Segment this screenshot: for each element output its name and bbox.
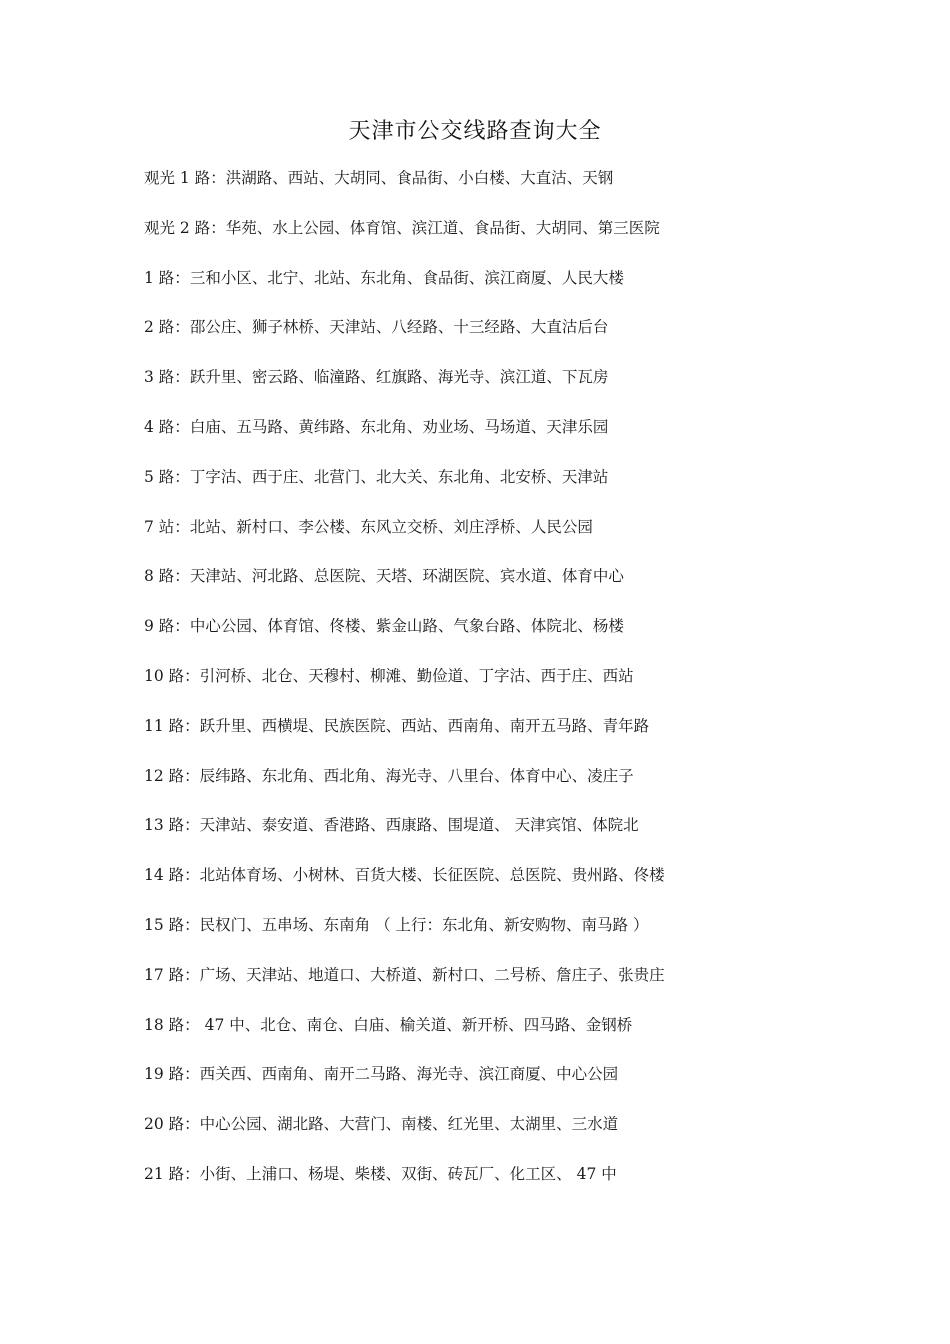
route-stops: 邵公庄、狮子林桥、天津站、八经路、十三经路、大直沽后台 <box>189 318 609 337</box>
route-stops: 北站、新村口、李公楼、东风立交桥、刘庄浮桥、人民公园 <box>189 517 593 536</box>
route-colon: ： <box>174 517 190 536</box>
route-colon: ： <box>184 965 200 984</box>
route-name: 13 路 <box>144 816 185 835</box>
route-stops: 北站体育场、小树林、百货大楼、长征医院、总医院、贵州路、佟楼 <box>199 866 665 885</box>
route-colon: ： <box>184 866 200 885</box>
route-item <box>144 263 784 313</box>
route-item <box>144 960 784 1010</box>
route-stops: 广场、天津站、地道口、大桥道、新村口、二号桥、詹庄子、张贵庄 <box>199 965 665 984</box>
route-name: 11 路 <box>144 716 185 735</box>
route-item <box>144 860 784 910</box>
route-stops: 跃升里、密云路、临潼路、红旗路、海光寺、滨江道、下瓦房 <box>189 368 609 387</box>
route-list <box>144 163 784 1209</box>
route-item <box>144 412 784 462</box>
route-name: 2 路 <box>144 318 175 337</box>
route-stops: 丁字沽、西于庄、北营门、北大关、东北角、北安桥、天津站 <box>189 467 609 486</box>
route-colon: ： <box>184 1115 200 1134</box>
route-colon: ： <box>174 268 190 287</box>
route-name: 5 路 <box>144 467 175 486</box>
route-colon: ： <box>184 1015 200 1034</box>
route-name: 21 路 <box>144 1164 185 1183</box>
route-item <box>144 761 784 811</box>
route-colon: ： <box>184 816 200 835</box>
route-colon: ： <box>184 1164 200 1183</box>
page-title: 天津市公交线路查询大全 <box>348 119 602 144</box>
route-stops: 跃升里、西横堤、民族医院、西站、西南角、南开五马路、青年路 <box>199 716 650 735</box>
route-name: 17 路 <box>144 965 185 984</box>
route-name: 12 路 <box>144 766 185 785</box>
route-stops: 中心公园、湖北路、大营门、南楼、红光里、太湖里、三水道 <box>199 1115 619 1134</box>
route-stops: 中心公园、体育馆、佟楼、紫金山路、气象台路、体院北、杨楼 <box>189 617 624 636</box>
route-name: 观光 1 路 <box>144 169 211 187</box>
route-stops: 天津站、河北路、总医院、天塔、环湖医院、宾水道、体育中心 <box>189 567 624 586</box>
route-item <box>144 163 784 213</box>
route-stops: 三和小区、北宁、北站、东北角、食品街、滨江商厦、人民大楼 <box>189 268 624 287</box>
route-item <box>144 1059 784 1109</box>
route-colon: ： <box>174 368 190 387</box>
route-item <box>144 362 784 412</box>
route-name: 8 路 <box>144 567 175 586</box>
route-name: 观光 2 路 <box>144 218 211 237</box>
route-item <box>144 910 784 960</box>
route-name: 10 路 <box>144 666 185 685</box>
route-colon: ： <box>184 766 200 785</box>
route-item <box>144 661 784 711</box>
route-name: 3 路 <box>144 368 175 387</box>
route-stops: 引河桥、北仓、天穆村、柳滩、勤俭道、丁字沽、西于庄、西站 <box>199 666 634 685</box>
route-stops: 白庙、五马路、黄纬路、东北角、劝业场、马场道、天津乐园 <box>189 417 609 436</box>
route-colon: ： <box>174 467 190 486</box>
route-item <box>144 312 784 362</box>
route-stops: 民权门、五串场、东南角 （ 上行：东北角、新安购物、南马路 ） <box>199 915 649 934</box>
route-name: 18 路 <box>144 1015 185 1034</box>
route-name: 1 路 <box>144 268 175 287</box>
route-name: 14 路 <box>144 866 185 885</box>
route-name: 4 路 <box>144 417 175 436</box>
route-item <box>144 462 784 512</box>
route-item <box>144 611 784 661</box>
route-colon: ： <box>184 915 200 934</box>
route-colon: ： <box>210 218 226 237</box>
route-colon: ： <box>174 417 190 436</box>
route-stops: 西关西、西南角、南开二马路、海光寺、滨江商厦、中心公园 <box>199 1065 619 1084</box>
route-colon: ： <box>210 169 226 187</box>
route-colon: ： <box>184 716 200 735</box>
route-item <box>144 1109 784 1159</box>
route-colon: ： <box>174 567 190 586</box>
route-colon: ： <box>184 1065 200 1084</box>
route-name: 7 站 <box>144 517 175 536</box>
route-colon: ： <box>184 666 200 685</box>
route-stops: 47 中、北仓、南仓、白庙、榆关道、新开桥、四马路、金钢桥 <box>199 1015 633 1034</box>
route-item <box>144 213 784 263</box>
route-item <box>144 1159 784 1209</box>
route-stops: 天津站、泰安道、香港路、西康路、围堤道、 天津宾馆、体院北 <box>199 816 639 835</box>
route-item <box>144 711 784 761</box>
route-name: 9 路 <box>144 617 175 636</box>
route-item <box>144 810 784 860</box>
route-stops: 小街、上浦口、杨堤、柴楼、双街、砖瓦厂、化工区、 47 中 <box>199 1164 617 1183</box>
route-name: 20 路 <box>144 1115 185 1134</box>
route-colon: ： <box>174 318 190 337</box>
route-item <box>144 512 784 562</box>
route-stops: 华苑、水上公园、体育馆、滨江道、食品街、大胡同、第三医院 <box>225 218 660 237</box>
route-stops: 辰纬路、东北角、西北角、海光寺、八里台、体育中心、凌庄子 <box>199 766 634 785</box>
route-colon: ： <box>174 617 190 636</box>
route-name: 19 路 <box>144 1065 185 1084</box>
route-item <box>144 561 784 611</box>
route-name: 15 路 <box>144 915 185 934</box>
route-stops: 洪湖路、西站、大胡同、食品街、小白楼、大直沽、天钢 <box>225 169 614 187</box>
route-item <box>144 1010 784 1060</box>
